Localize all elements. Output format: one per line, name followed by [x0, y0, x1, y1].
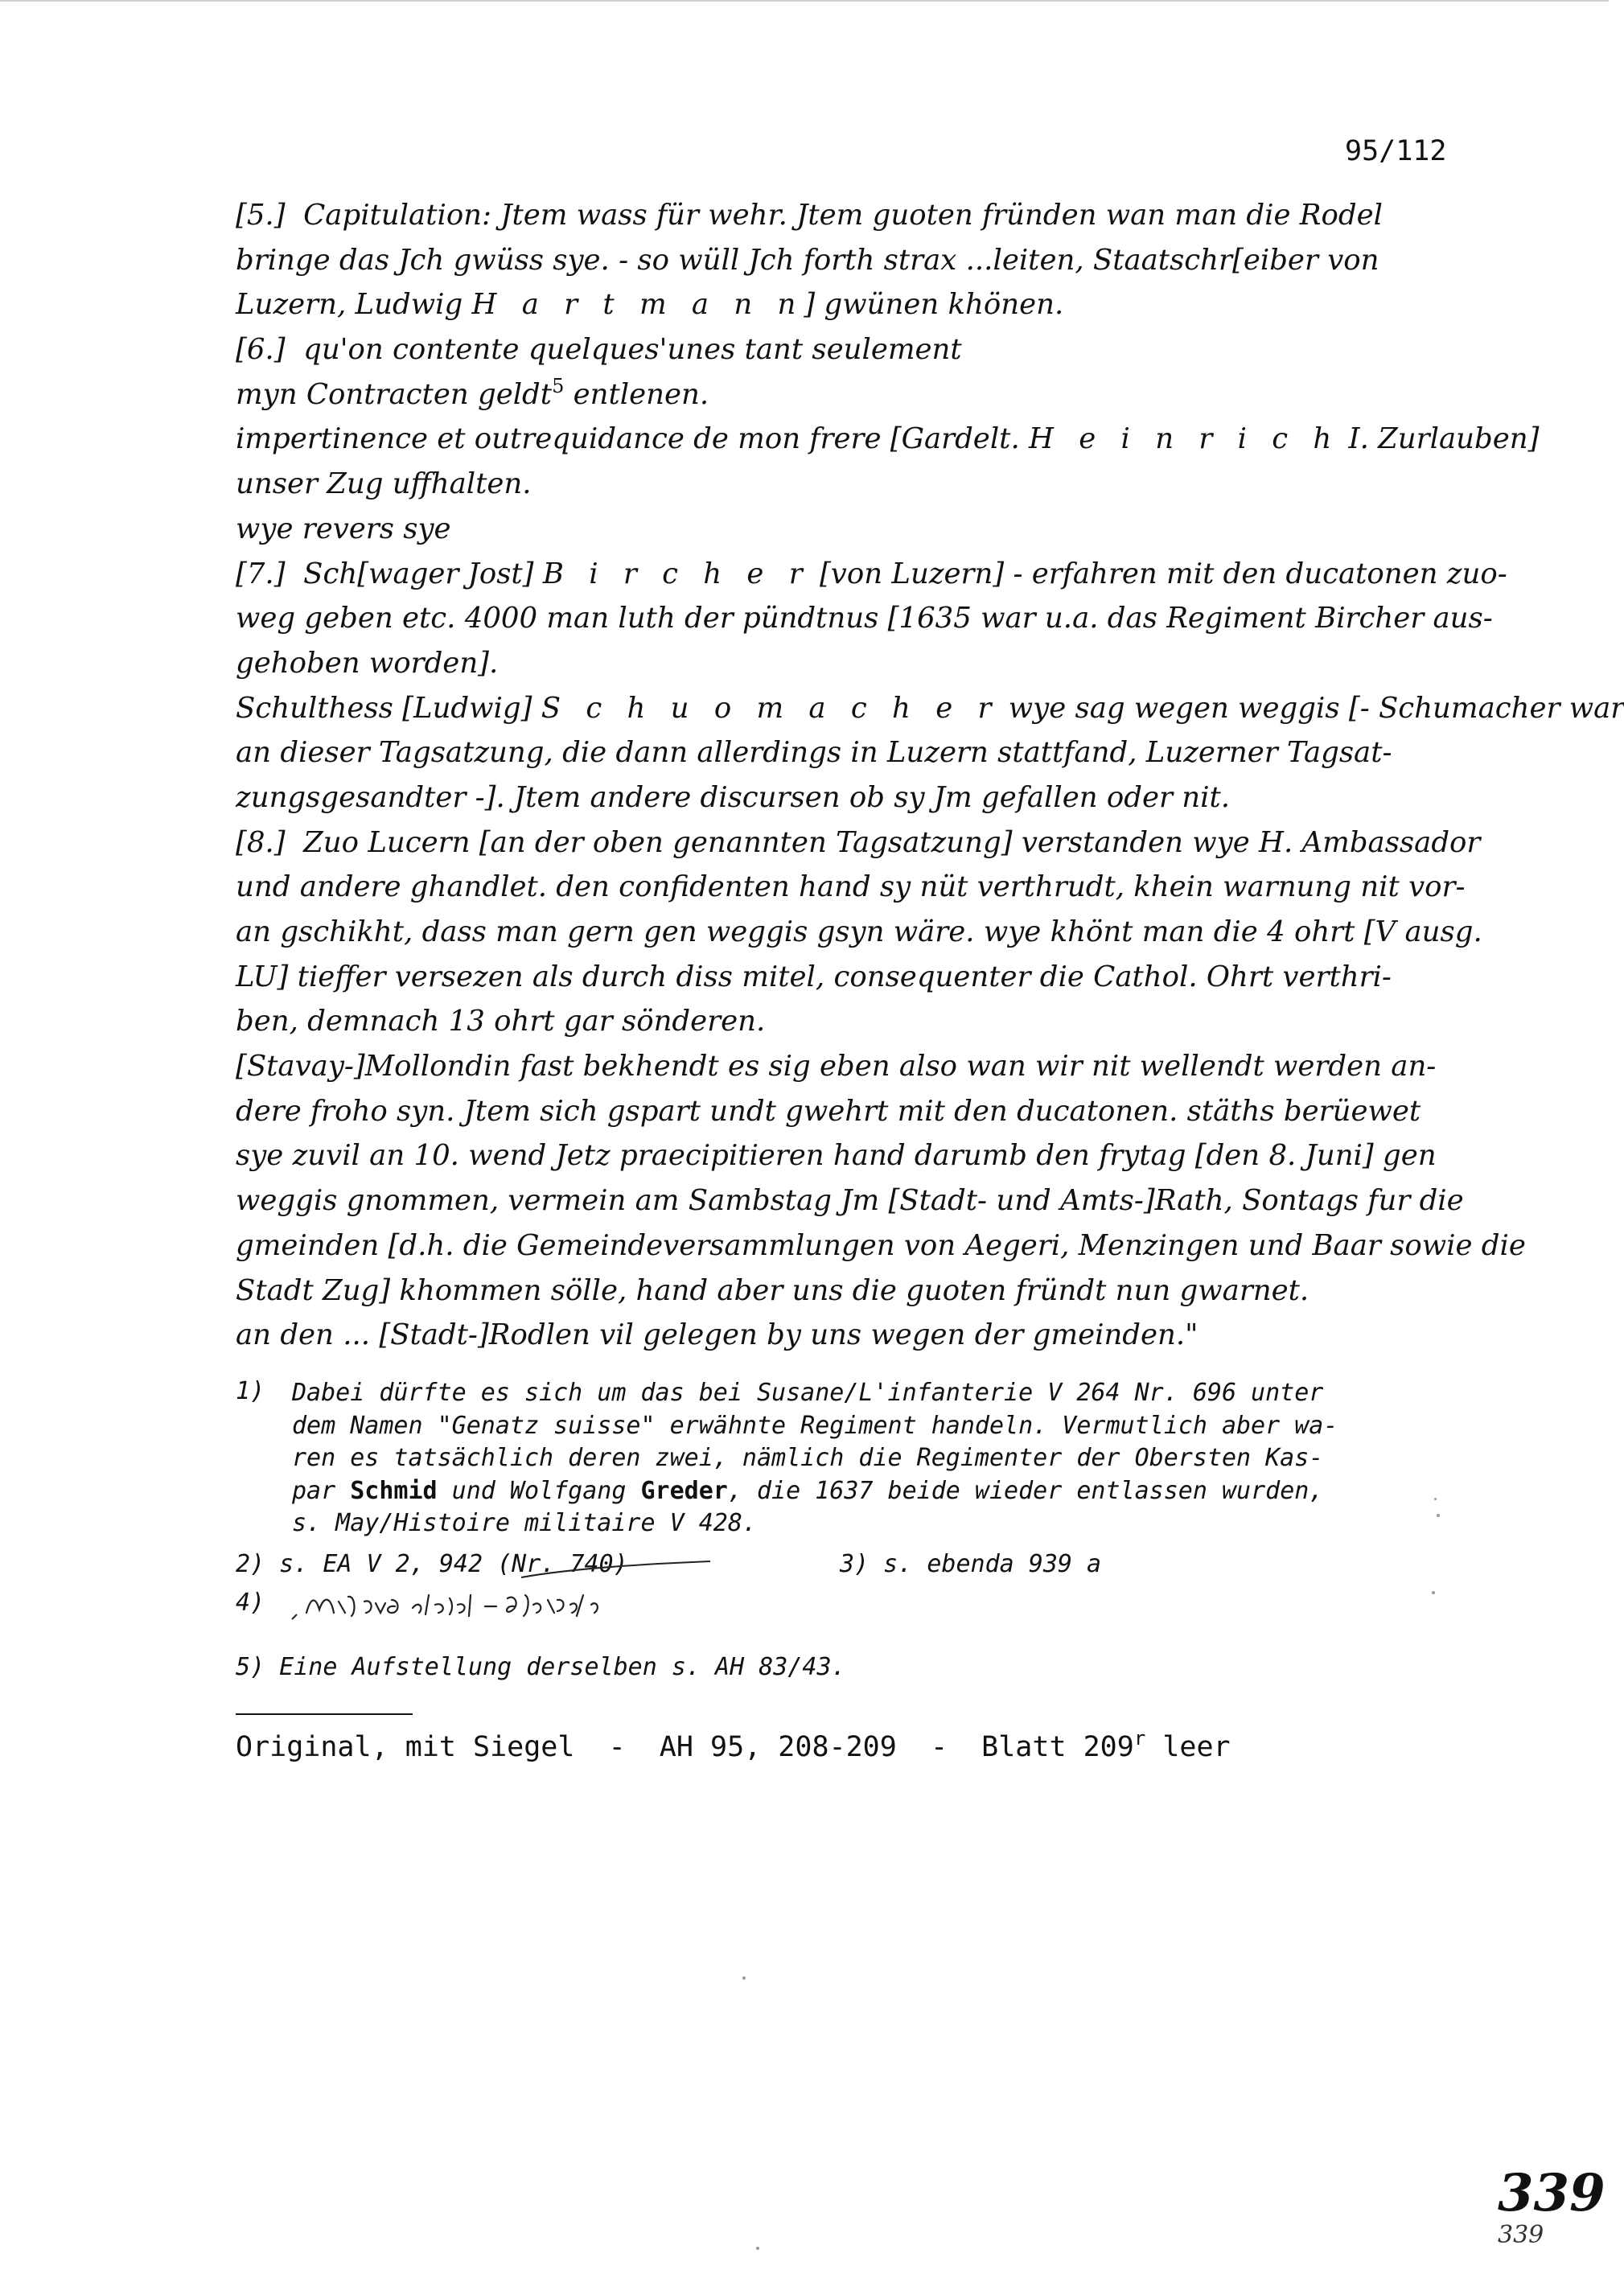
body-line: gehoben worden].: [236, 646, 499, 680]
body-line: weg geben etc. 4000 man luth der pündtnus [1635 war u.a. das Regiment Bircher aus-: [236, 602, 1493, 635]
footnote-separator: [236, 1713, 413, 1715]
spaced-name-hartmann: H a r t m a n n: [471, 288, 804, 322]
body-line: [5.] Capitulation: Jtem wass für wehr. Jtem guoten fründen wan man die Rodel: [236, 199, 1383, 232]
body-line: wye revers sye: [236, 512, 451, 545]
body-line: und andere ghandlet. den confidenten hand sy nüt verthrudt, khein warnung nit vor-: [236, 870, 1466, 904]
body-line: [7.] Sch[wager Jost] B i r c h e r [von Luzern] - erfahren mit den ducatonen zuo-: [236, 557, 1507, 590]
paper-speck: [742, 1976, 746, 1980]
body-line: weggis gnommen, vermein am Sambstag Jm [Stadt- und Amts-]Rath, Sontags fur die: [236, 1184, 1464, 1218]
name-greder: Greder: [640, 1476, 728, 1505]
top-edge-rule: [0, 0, 1609, 2]
footnotes: [236, 1377, 1466, 1690]
handwritten-scribble: [292, 1563, 791, 1643]
handwritten-archive-number-small: [1496, 2219, 1568, 2251]
footnote-line: par Schmid und Wolfgang Greder, die 1637 beide wieder entlassen wurden,: [292, 1476, 1324, 1505]
paper-speck: [1437, 1514, 1440, 1517]
footnote-number: 1): [236, 1377, 265, 1405]
body-line: Schulthess [Ludwig] S c h u o m a c h e r wye sag wegen weggis [- Schumacher war: [236, 691, 1624, 725]
footnote-line: ren es tatsächlich deren zwei, nämlich die Regimenter der Obersten Kas-: [292, 1444, 1324, 1472]
footnote-2: 2) s. EA V 2, 942 (Nr. 740): [236, 1549, 628, 1578]
body-line: impertinence et outrequidance de mon frere [Gardelt. H e i n r i c h I. Zurlauben]: [236, 422, 1540, 456]
footnote-line: s. May/Histoire militaire V 428.: [292, 1509, 757, 1537]
body-line: unser Zug uffhalten.: [236, 467, 532, 501]
archive-number-small: 339: [1498, 2221, 1544, 2249]
paper-speck: [756, 2247, 759, 2250]
footnote-ref-5: 5: [552, 374, 565, 397]
body-line: Luzern, Ludwig H a r t m a n n] gwünen khönen.: [236, 288, 1064, 322]
footnote-5: 5) Eine Aufstellung derselben s. AH 83/43.: [236, 1652, 846, 1681]
body-line: dere froho syn. Jtem sich gspart undt gwehrt mit den ducatonen. stäths berüewet: [236, 1094, 1421, 1128]
transcription-body: [236, 193, 1624, 1358]
body-line: an dieser Tagsatzung, die dann allerdings in Luzern stattfand, Luzerner Tagsat-: [236, 736, 1392, 770]
footnote-line: Dabei dürfte es sich um das bei Susane/L'infanterie V 264 Nr. 696 unter: [292, 1379, 1324, 1407]
paper-speck: [1434, 1498, 1437, 1500]
body-line: an den ... [Stadt-]Rodlen vil gelegen by uns wegen der gmeinden.": [236, 1318, 1198, 1352]
body-line: [6.] qu'on contente quelques'unes tant seulement: [236, 333, 962, 367]
footnote-line: dem Namen "Genatz suisse" erwähnte Regiment handeln. Vermutlich aber wa-: [292, 1411, 1338, 1440]
name-schmid: Schmid: [350, 1476, 438, 1505]
source-line: Original, mit Siegel - AH 95, 208-209 - Blatt 209$^r$ leer: [236, 1727, 1231, 1763]
body-line: an gschikht, dass man gern gen weggis gsyn wäre. wye khönt man die 4 ohrt [V ausg.: [236, 915, 1482, 948]
footnote-4: [236, 1587, 1466, 1651]
body-line: gmeinden [d.h. die Gemeindeversammlungen von Aegeri, Menzingen und Baar sowie die: [236, 1228, 1526, 1262]
body-line: myn Contracten geldt$^5$ entlenen.: [236, 374, 709, 411]
folio-recto-mark: r: [1133, 1727, 1146, 1750]
spaced-name-heinrich: H e i n r i c h: [1029, 422, 1340, 456]
spaced-name-bircher: B i r c h e r: [542, 557, 811, 590]
footnote-3: 3) s. ebenda 939 a: [840, 1549, 1102, 1578]
body-line: [8.] Zuo Lucern [an der oben genannten Tagsatzung] verstanden wye H. Ambassador: [236, 825, 1481, 859]
paper-speck: [1432, 1591, 1435, 1594]
body-line: ben, demnach 13 ohrt gar sönderen.: [236, 1005, 766, 1038]
body-line: [Stavay-]Mollondin fast bekhendt es sig eben also wan wir nit wellendt werden an-: [236, 1050, 1437, 1084]
handwritten-archive-number: [1494, 2163, 1605, 2223]
body-line: zungsgesandter -]. Jtem andere discursen ob sy Jm gefallen oder nit.: [236, 780, 1231, 814]
archive-number-large: 339: [1498, 2163, 1605, 2223]
body-line: sye zuvil an 10. wend Jetz praecipitieren hand darumb den frytag [den 8. Juni] gen: [236, 1139, 1437, 1173]
spaced-name-schuomacher: S c h u o m a c h e r: [541, 691, 1000, 725]
footnote-number: 4): [236, 1588, 265, 1617]
page-number: 95/112: [1345, 135, 1447, 167]
footnote-1: [236, 1377, 1466, 1540]
body-line: LU] tieffer versezen als durch diss mitel, consequenter die Cathol. Ohrt verthri-: [236, 960, 1392, 993]
body-line: bringe das Jch gwüss sye. - so wüll Jch forth strax ...leiten, Staatschr[eiber von: [236, 243, 1379, 277]
body-line: Stadt Zug] khommen sölle, hand aber uns die guoten fründt nun gwarnet.: [236, 1273, 1309, 1307]
